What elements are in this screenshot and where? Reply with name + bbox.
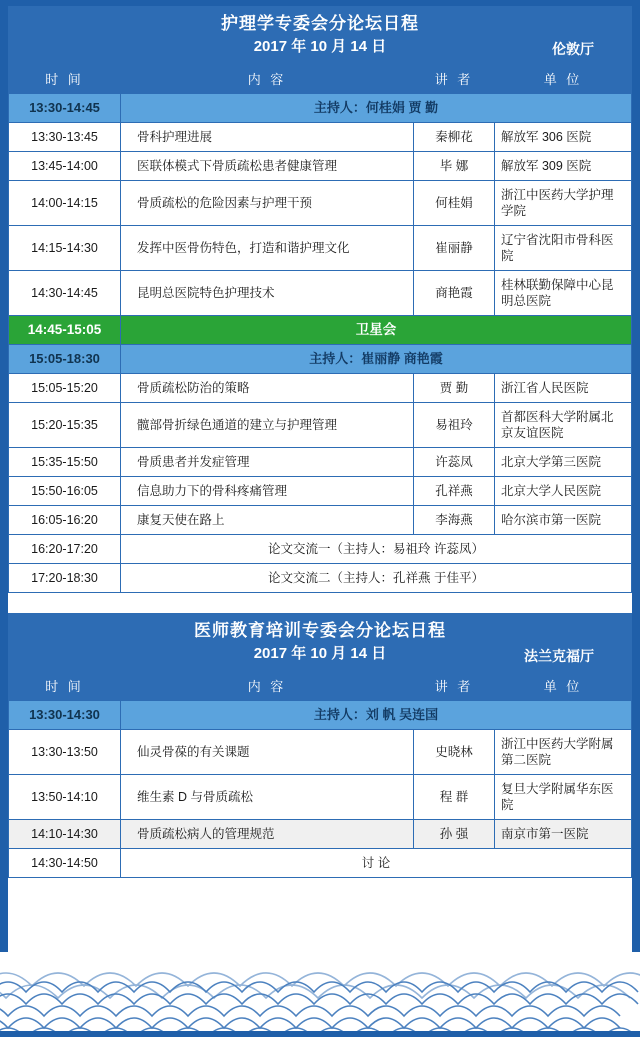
cell-time: 17:20-18:30 [9,564,121,593]
table-row [9,181,632,226]
cell-unit: 北京大学第三医院 [495,448,632,477]
cell-content: 骨质疏松病人的管理规范 [121,820,414,849]
table-row-satellite [9,316,632,345]
section-nursing [8,6,632,593]
section-spacer [8,593,632,613]
cell-time: 15:05-15:20 [9,374,121,403]
cell-content: 论文交流一（主持人：易祖玲 许蕊凤） [121,535,632,564]
cell-unit: 南京市第一医院 [495,820,632,849]
cell-time: 16:20-17:20 [9,535,121,564]
cell-time: 14:30-14:50 [9,849,121,878]
cell-time: 13:30-13:50 [9,730,121,775]
table-row [9,564,632,593]
cell-time: 15:20-15:35 [9,403,121,448]
cell-unit: 哈尔滨市第一医院 [495,506,632,535]
cell-content: 骨质疏松防治的策略 [121,374,414,403]
section-header [8,6,632,66]
cell-speaker: 毕 娜 [414,152,495,181]
cell-speaker: 李海燕 [414,506,495,535]
schedule-table-education [8,673,632,878]
cell-speaker: 程 群 [414,775,495,820]
header-unit: 单 位 [495,67,632,94]
cell-content: 仙灵骨葆的有关课题 [121,730,414,775]
left-border [0,0,8,1037]
section-title: 护理学专委会分论坛日程 [221,14,419,33]
header-speaker: 讲 者 [414,67,495,94]
cell-speaker: 易祖玲 [414,403,495,448]
section-venue: 伦敦厅 [552,41,594,57]
cell-chair: 主持人：崔丽静 商艳霞 [121,345,632,374]
cell-content: 维生素 D 与骨质疏松 [121,775,414,820]
cell-time: 15:50-16:05 [9,477,121,506]
cell-unit: 复旦大学附属华东医院 [495,775,632,820]
header-time: 时 间 [9,674,121,701]
cell-speaker: 秦柳花 [414,123,495,152]
section-header [8,613,632,673]
cell-time: 13:30-14:45 [9,94,121,123]
table-row [9,820,632,849]
cell-unit: 首都医科大学附属北京友谊医院 [495,403,632,448]
table-header-row [9,674,632,701]
section-date: 2017 年 10 月 14 日 [253,38,387,55]
header-speaker: 讲 者 [414,674,495,701]
table-row [9,775,632,820]
cell-speaker: 崔丽静 [414,226,495,271]
cell-speaker: 史晓林 [414,730,495,775]
table-row [9,701,632,730]
section-venue: 法兰克福厅 [524,648,594,664]
cell-content: 讨 论 [121,849,632,878]
cell-content: 论文交流二（主持人：孔祥燕 于佳平） [121,564,632,593]
cell-chair: 主持人：刘 帆 吴连国 [121,701,632,730]
table-row [9,448,632,477]
section-education [8,613,632,878]
table-row [9,506,632,535]
cell-time: 14:30-14:45 [9,271,121,316]
table-row [9,345,632,374]
schedule-table-nursing [8,66,632,593]
table-row [9,271,632,316]
table-row [9,403,632,448]
cell-speaker: 何桂娟 [414,181,495,226]
cell-speaker: 许蕊凤 [414,448,495,477]
cell-speaker: 孔祥燕 [414,477,495,506]
cell-unit: 浙江中医药大学护理学院 [495,181,632,226]
table-row [9,535,632,564]
cell-time: 14:15-14:30 [9,226,121,271]
wave-decoration [0,952,640,1037]
table-row [9,94,632,123]
cell-speaker: 商艳霞 [414,271,495,316]
header-content: 内 容 [121,674,414,701]
table-header-row [9,67,632,94]
section-date: 2017 年 10 月 14 日 [253,645,387,662]
cell-unit: 桂林联勤保障中心昆明总医院 [495,271,632,316]
table-row [9,123,632,152]
cell-time: 14:10-14:30 [9,820,121,849]
cell-content: 髋部骨折绿色通道的建立与护理管理 [121,403,414,448]
header-unit: 单 位 [495,674,632,701]
cell-content: 昆明总医院特色护理技术 [121,271,414,316]
cell-content: 发挥中医骨伤特色，打造和谐护理文化 [121,226,414,271]
cell-speaker: 贾 勤 [414,374,495,403]
cell-time: 15:35-15:50 [9,448,121,477]
table-row [9,730,632,775]
cell-content: 卫星会 [121,316,632,345]
cell-content: 康复天使在路上 [121,506,414,535]
table-row [9,152,632,181]
cell-speaker: 孙 强 [414,820,495,849]
cell-time: 13:50-14:10 [9,775,121,820]
cell-content: 骨质疏松的危险因素与护理干预 [121,181,414,226]
cell-time: 14:00-14:15 [9,181,121,226]
cell-content: 骨科护理进展 [121,123,414,152]
cell-time: 16:05-16:20 [9,506,121,535]
cell-chair: 主持人：何桂娟 贾 勤 [121,94,632,123]
cell-time: 13:45-14:00 [9,152,121,181]
cell-unit: 浙江省人民医院 [495,374,632,403]
table-row [9,477,632,506]
header-content: 内 容 [121,67,414,94]
cell-unit: 辽宁省沈阳市骨科医院 [495,226,632,271]
cell-content: 骨质患者并发症管理 [121,448,414,477]
cell-time: 15:05-18:30 [9,345,121,374]
cell-content: 信息助力下的骨科疼痛管理 [121,477,414,506]
section-title: 医师教育培训专委会分论坛日程 [194,621,446,640]
right-border [632,0,640,1037]
header-time: 时 间 [9,67,121,94]
table-row [9,226,632,271]
cell-unit: 解放军 309 医院 [495,152,632,181]
table-row [9,849,632,878]
cell-time: 13:30-14:30 [9,701,121,730]
table-row [9,374,632,403]
cell-time: 14:45-15:05 [9,316,121,345]
cell-unit: 浙江中医药大学附属第二医院 [495,730,632,775]
cell-unit: 北京大学人民医院 [495,477,632,506]
cell-unit: 解放军 306 医院 [495,123,632,152]
cell-content: 医联体模式下骨质疏松患者健康管理 [121,152,414,181]
cell-time: 13:30-13:45 [9,123,121,152]
